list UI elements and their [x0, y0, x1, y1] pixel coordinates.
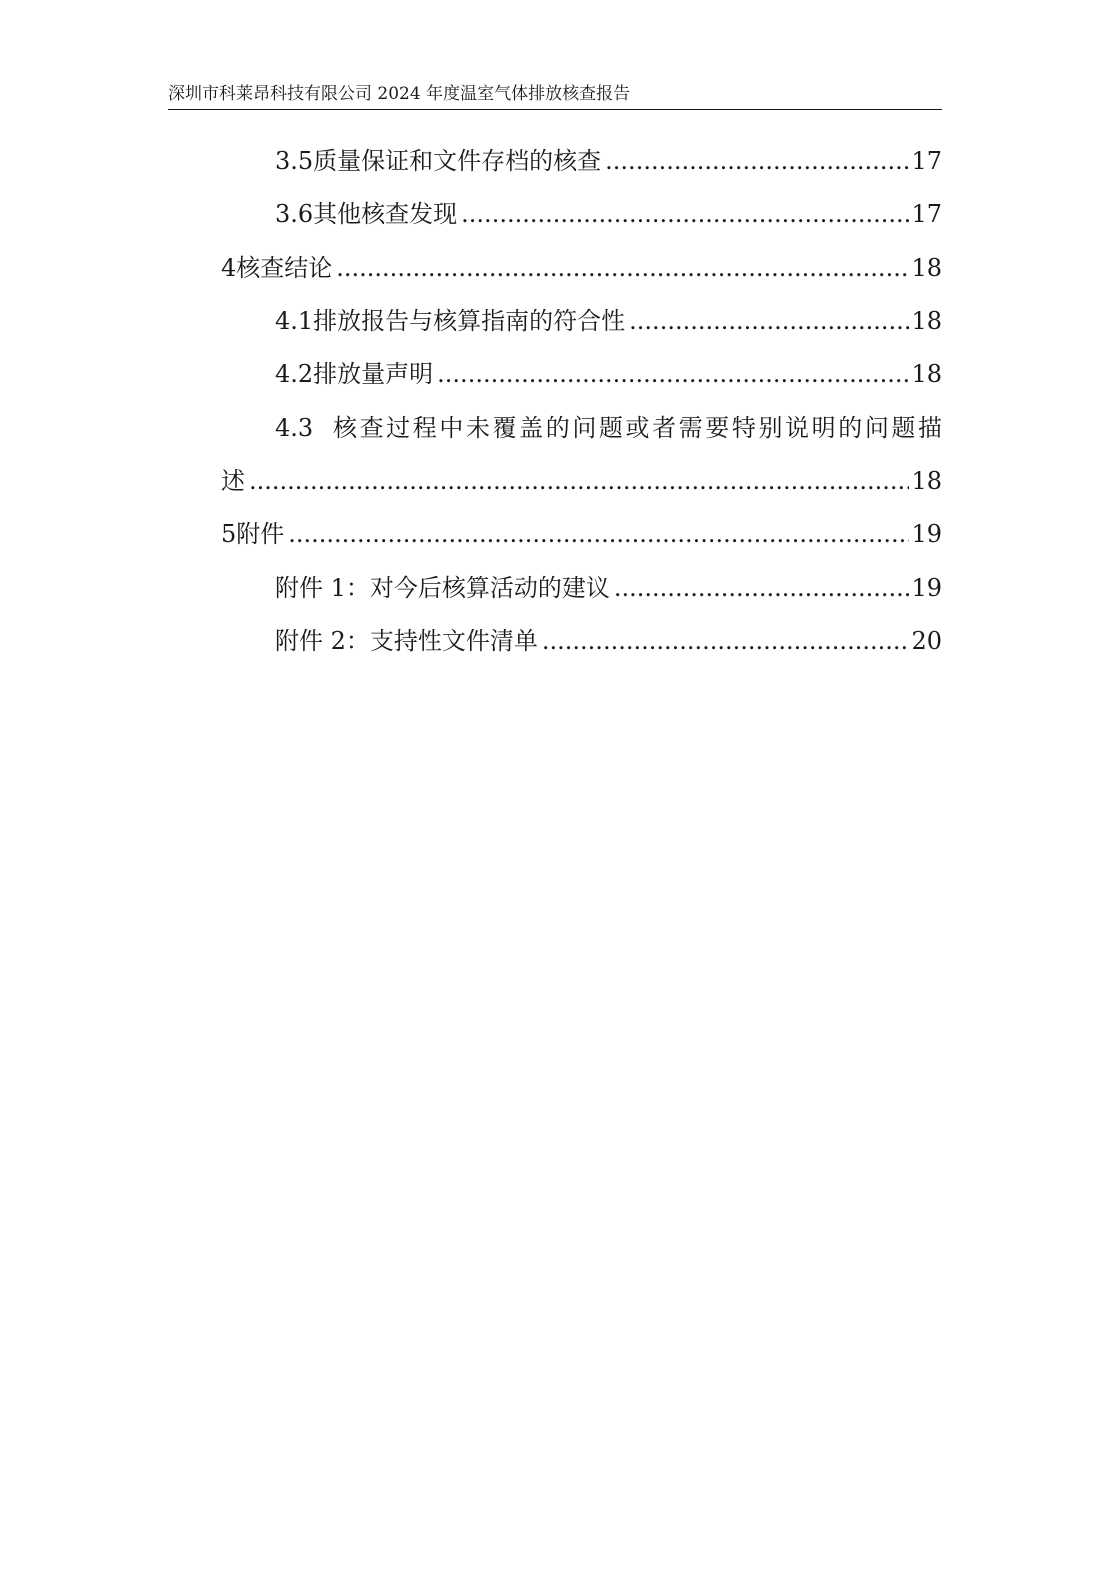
- toc-dot-leader: [437, 356, 909, 392]
- toc-entry-4-1[interactable]: [275, 303, 942, 339]
- toc-entry-number: 5: [221, 520, 237, 548]
- toc-entry-title: 排放报告与核算指南的符合性: [313, 307, 626, 335]
- header-rule: [168, 109, 942, 110]
- toc-entry-title: 核查过程中未覆盖的问题或者需要特别说明的问题描: [333, 414, 942, 442]
- toc-entry-page: 20: [911, 627, 942, 655]
- toc-dot-leader: [336, 250, 909, 286]
- toc-entry-page: 17: [911, 200, 942, 228]
- toc-entry-title: 核查结论: [236, 254, 333, 282]
- toc-entry-number: 3.6: [275, 200, 314, 228]
- toc-entry-title-continuation: 述: [221, 467, 245, 495]
- toc-dot-leader: [629, 303, 909, 339]
- toc-entry-title: 附件 2：支持性文件清单: [275, 627, 538, 655]
- toc-entry-page: 19: [911, 574, 942, 602]
- toc-entry-number: 4.1: [275, 307, 314, 335]
- toc-entry-4-3-line1[interactable]: [275, 410, 942, 446]
- toc-dot-leader: [288, 516, 909, 552]
- toc-entry-title: 排放量声明: [313, 360, 434, 388]
- toc-entry-4-2[interactable]: [275, 356, 942, 392]
- toc-entry-page: 18: [911, 360, 942, 388]
- toc-entry-number: 4.3: [275, 414, 314, 442]
- toc-entry-title: 附件: [236, 520, 285, 548]
- toc-entry-number: 3.5: [275, 147, 314, 175]
- toc-entry-page: 18: [911, 307, 942, 335]
- toc-entry-appendix-2[interactable]: [275, 623, 942, 659]
- toc-entry-number: 4: [221, 254, 237, 282]
- toc-dot-leader: [461, 196, 909, 232]
- toc-entry-3-6[interactable]: [275, 196, 942, 232]
- toc-entry-title: 附件 1：对今后核算活动的建议: [275, 574, 610, 602]
- toc-dot-leader: [614, 570, 910, 606]
- toc-entry-4-3-line2[interactable]: [221, 463, 942, 499]
- toc-dot-leader: [542, 623, 910, 659]
- toc-entry-page: 18: [911, 254, 942, 282]
- toc-dot-leader: [249, 463, 909, 499]
- toc-entry-page: 18: [911, 467, 942, 495]
- toc-entry-title: 其他核查发现: [313, 200, 458, 228]
- toc-entry-page: 19: [911, 520, 942, 548]
- toc-entry-5[interactable]: [221, 516, 942, 552]
- toc-dot-leader: [605, 143, 909, 179]
- toc-entry-number: 4.2: [275, 360, 314, 388]
- toc-entry-page: 17: [911, 147, 942, 175]
- toc-entry-4[interactable]: [221, 250, 942, 286]
- toc-entry-3-5[interactable]: [275, 143, 942, 179]
- toc-entry-appendix-1[interactable]: [275, 570, 942, 606]
- toc-entry-title: 质量保证和文件存档的核查: [313, 147, 602, 175]
- running-header: 深圳市科莱昂科技有限公司 2024 年度温室气体排放核查报告: [168, 84, 631, 104]
